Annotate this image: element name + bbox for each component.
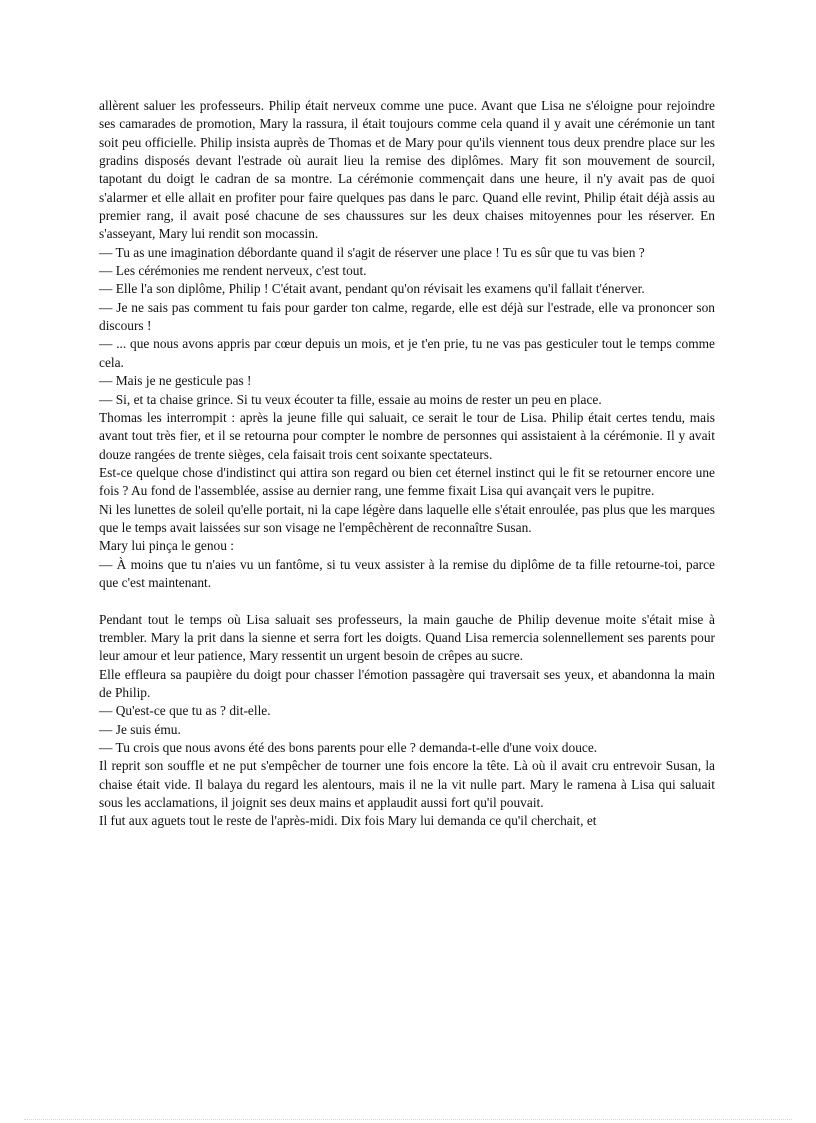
paragraph: — Mais je ne gesticule pas ! (99, 373, 252, 389)
paragraph: — Tu crois que nous avons été des bons parents pour elle ? demanda-t-elle d'une voix douce. (99, 740, 598, 756)
paragraph: Elle effleura sa paupière du doigt pour chasser l'émotion passagère qui traversait ses yeux, et abandonna la main de Philip. (99, 666, 715, 700)
paragraph: Il reprit son souffle et ne put s'empêcher de tourner une fois encore la tête. Là où il avait cru entrevoir Susan, la chaise était vide. Il balaya du regard les alentours, mais il ne la vit nulle part. Mary le ramena à Lisa qui saluait sous les acclamations, il joignit ses deux mains et applaudit aussi fort qu'il pouvait. (99, 758, 715, 811)
blank-line (99, 592, 715, 610)
paragraph: — Je ne sais pas comment tu fais pour garder ton calme, regarde, elle est déjà sur l'estrade, elle va prononcer son discours ! (99, 299, 715, 334)
paragraph: allèrent saluer les professeurs. Philip était nerveux comme une puce. Avant que Lisa ne s'éloigne pour rejoindre ses camarades de promotion, Mary la rassura, il était toujours comme cela quand il y avait une cérémonie un tant soit peu officielle. Philip insista auprès de Thomas et de Mary pour qu'ils viennent tous deux prendre place sur les gradins disposés devant l'estrade où aurait lieu la remise des diplômes. Mary fit son mouvement de sourcil, tapotant du doigt le cadran de sa montre. La cérémonie commençait dans une heure, il n'y avait pas de quoi s'alarmer et elle allait en profiter pour faire quelques pas dans le parc. Quand elle revint, Philip était déjà assis au premier rang, il avait posé chacune de ses chaussures sur les deux chaises mitoyennes pour les réserver. En s'asseyant, Mary lui rendit son mocassin. (99, 98, 715, 242)
paragraph: Thomas les interrompit : après la jeune fille qui saluait, ce serait le tour de Lisa. Philip était certes tendu, mais avant tout très fier, et il se retourna pour compter le nombre de personnes qui assistaient à la cérémonie. Il y avait douze rangées de trente sièges, cela faisait trois cent soixante spectateurs. (99, 409, 715, 462)
paragraph: — Qu'est-ce que tu as ? dit-elle. (99, 703, 271, 719)
paragraph: — Tu as une imagination débordante quand il s'agit de réserver une place ! Tu es sûr que tu vas bien ? (99, 244, 645, 260)
paragraph: Est-ce quelque chose d'indistinct qui attira son regard ou bien cet éternel instinct qui le fit se retourner encore une fois ? Au fond de l'assemblée, assise au dernier rang, une femme fixait Lisa qui avançait vers le pupitre. (99, 464, 715, 499)
paragraph: — ... que nous avons appris par cœur depuis un mois, et je t'en prie, tu ne vas pas gesticuler tout le temps comme cela. (99, 336, 715, 370)
paragraph: — Elle l'a son diplôme, Philip ! C'était avant, pendant qu'on révisait les examens qu'il fallait t'énerver. (99, 281, 645, 297)
paragraph: — Les cérémonies me rendent nerveux, c'est tout. (99, 263, 367, 279)
paragraph: — Je suis ému. (99, 721, 181, 737)
paragraph: — Si, et ta chaise grince. Si tu veux écouter ta fille, essaie au moins de rester un peu en place. (99, 391, 602, 407)
page-bottom-divider (24, 1119, 792, 1120)
paragraph: Pendant tout le temps où Lisa saluait ses professeurs, la main gauche de Philip devenue moite s'était mise à trembler. Mary la prit dans la sienne et serra fort les doigts. Quand Lisa remercia solennellement ses parents pour leur amour et leur patience, Mary ressentit un urgent besoin de crêpes au sucre. (99, 611, 715, 664)
body-text (99, 97, 715, 831)
paragraph: Il fut aux aguets tout le reste de l'après-midi. Dix fois Mary lui demanda ce qu'il cherchait, et (99, 813, 597, 829)
paragraph: — À moins que tu n'aies vu un fantôme, si tu veux assister à la remise du diplôme de ta fille retourne-toi, parce que c'est maintenant. (99, 556, 715, 590)
paragraph: Mary lui pinça le genou : (99, 538, 234, 554)
paragraph: Ni les lunettes de soleil qu'elle portait, ni la cape légère dans laquelle elle s'était enroulée, pas plus que les marques que le temps avait laissées sur son visage ne l'empêchèrent de reconnaître Susan. (99, 501, 715, 535)
